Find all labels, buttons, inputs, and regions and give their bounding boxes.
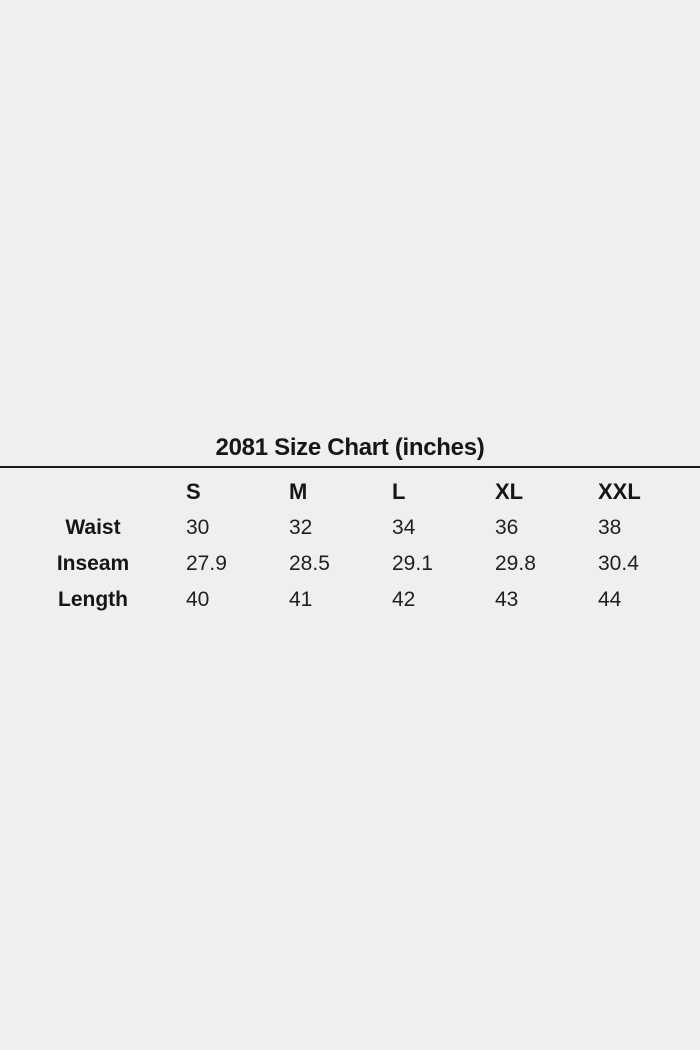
value-cell: 28.5 [289,552,330,575]
value-cell: 44 [598,588,622,611]
value-cell: 30 [186,516,210,539]
row-label-inseam: Inseam [56,552,130,575]
value-cell: 36 [495,516,519,539]
header-cell-empty [0,474,186,510]
value-cell: 43 [495,588,519,611]
table-row-inseam [0,546,700,582]
value-cell: 41 [289,588,313,611]
value-cell: 42 [392,588,416,611]
value-cell: 29.1 [392,552,433,575]
value-cell: 38 [598,516,622,539]
header-cell-l: L [392,479,406,504]
size-chart [0,430,700,618]
value-cell: 40 [186,588,210,611]
table-row-waist [0,510,700,546]
header-cell-m: M [289,479,308,504]
value-cell: 32 [289,516,313,539]
value-cell: 30.4 [598,552,639,575]
header-cell-s: S [186,479,201,504]
header-cell-xxl: XXL [598,479,641,504]
title-divider [0,466,700,468]
size-table-header-row [0,474,700,510]
value-cell: 29.8 [495,552,536,575]
value-cell: 34 [392,516,416,539]
row-label-length: Length [58,588,128,611]
table-row-length [0,582,700,618]
size-table [0,474,700,618]
header-cell-xl: XL [495,479,524,504]
row-label-waist: Waist [65,516,121,539]
size-chart-title: 2081 Size Chart (inches) [215,434,485,461]
value-cell: 27.9 [186,552,227,575]
